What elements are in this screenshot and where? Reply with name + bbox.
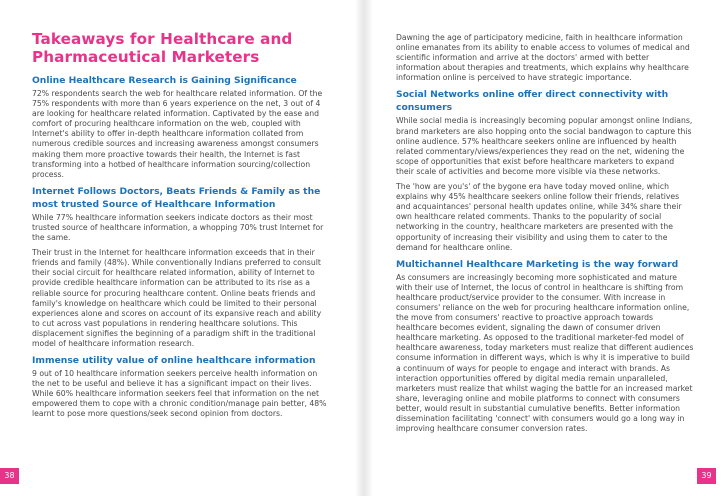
section-paragraph: While 77% healthcare information seekers indicate doctors as their most trusted source of healthcare information, a whopping 70% trust Internet for the same. <box>32 212 324 243</box>
title-line-1: Takeaways for Healthcare and <box>32 30 293 48</box>
section-paragraph: 72% respondents search the web for healthcare related information. Of the 75% respondents with more than 6 years experience on the net, 3 out of 4 are looking for healthcare related information. Captivated by the ease and comfort of procuring healthcare information on the web, coupled with Internet's ability to offer in-depth healthcare information collated from numerous credible sources and increasing awareness amongst consumers making them more proactive towards their health, the Internet is fast transforming into a hotbed of healthcare information sourcing/collection process. <box>32 89 323 179</box>
right-column <box>396 33 694 439</box>
page-number-right: 39 <box>697 468 716 484</box>
section-heading-social-networks: Social Networks online offer direct connectivity with consumers <box>396 89 669 114</box>
section-heading-online-research: Online Healthcare Research is Gaining Significance <box>32 75 297 86</box>
section-paragraph: The 'how are you's' of the bygone era have today moved online, which explains why 45% healthcare seekers online follow their friends, relatives and acquaintances' personal health updates online, while 34% share their own healthcare related comments. Thanks to the popularity of social networking in the country, healthcare marketers are presented with the opportunity of increasing their visibility and using them to cater to the demand for healthcare online. <box>396 182 682 252</box>
book-gutter <box>355 0 373 496</box>
section-heading-utility-value: Immense utility value of online healthcare information <box>32 355 316 367</box>
title-line-2: Pharmaceutical Marketers <box>32 48 260 66</box>
right-page <box>364 0 728 496</box>
section-paragraph: While social media is increasingly becoming popular amongst online Indians, brand marketers are also hopping onto the social bandwagon to capture this online audience. 57% healthcare seekers online are influenced by health related commentary/views/experiences they read on the net, widening the scope of opportunities that exist before healthcare marketers to expand their scale of activities and become more visible via these networks. <box>396 116 693 176</box>
intro-paragraph: Dawning the age of participatory medicine, faith in healthcare information online emanates from its ability to enable access to volumes of medical and scientific information and arrive at the doctors' armed with better information about therapies and treatments, which explains why healthcare information online is perceived to have strategic importance. <box>396 33 690 83</box>
left-column <box>32 30 328 425</box>
page-number-left: 38 <box>0 468 19 484</box>
page-title <box>32 30 328 66</box>
section-heading-multichannel: Multichannel Healthcare Marketing is the way forward <box>396 258 679 270</box>
section-paragraph: As consumers are increasingly becoming more sophisticated and mature with their use of Internet, the locus of control in healthcare is shifting from healthcare product/service provider to the consumer. With increase in consumers' reliance on the web for procuring healthcare information online, the move from consumers' reactive to proactive approach towards healthcare becomes evident, signaling the dawn of consumer driven healthcare marketing. As opposed to the traditional marketer-fed model of healthcare awareness, today marketers must realize that different audiences consume information in different ways, which is why it is imperative to build a continuum of ways for people to engage and interact with brands. As interaction opportunities offered by digital media remain unparalleled, marketers must realize that whilst waging the battle for an increased market share, leveraging online and mobile platforms to connect with consumers better, would result in substantial cumulative benefits. Better information dissemination facilitating 'connect' with consumers would go a long way in improving healthcare consumer conversion rates. <box>396 272 694 434</box>
section-heading-internet-trust: Internet Follows Doctors, Beats Friends & Family as the most trusted Source of Healthcare Information <box>32 185 321 210</box>
section-paragraph: Their trust in the Internet for healthcare information exceeds that in their friends and family (48%). While conventionally Indians preferred to consult their social circuit for healthcare related information, ability of Internet to provide credible healthcare information can be attributed to its rise as a reliable source for procuring healthcare content. Online beats friends and family's knowledge on healthcare which could be limited to their personal experiences alone and scores on account of its expansive reach and ability to cut across vast populations in rendering healthcare solutions. This displacement signifies the beginning of a paradigm shift in the traditional model of healthcare information research. <box>32 248 322 348</box>
section-paragraph: 9 out of 10 healthcare information seekers perceive health information on the net to be useful and believe it has a significant impact on their lives. While 60% healthcare information seekers feel that information on the net empowered them to cope with a chronic condition/manage pain better, 48% learnt to pose more questions/seek second opinion from doctors. <box>32 369 327 419</box>
